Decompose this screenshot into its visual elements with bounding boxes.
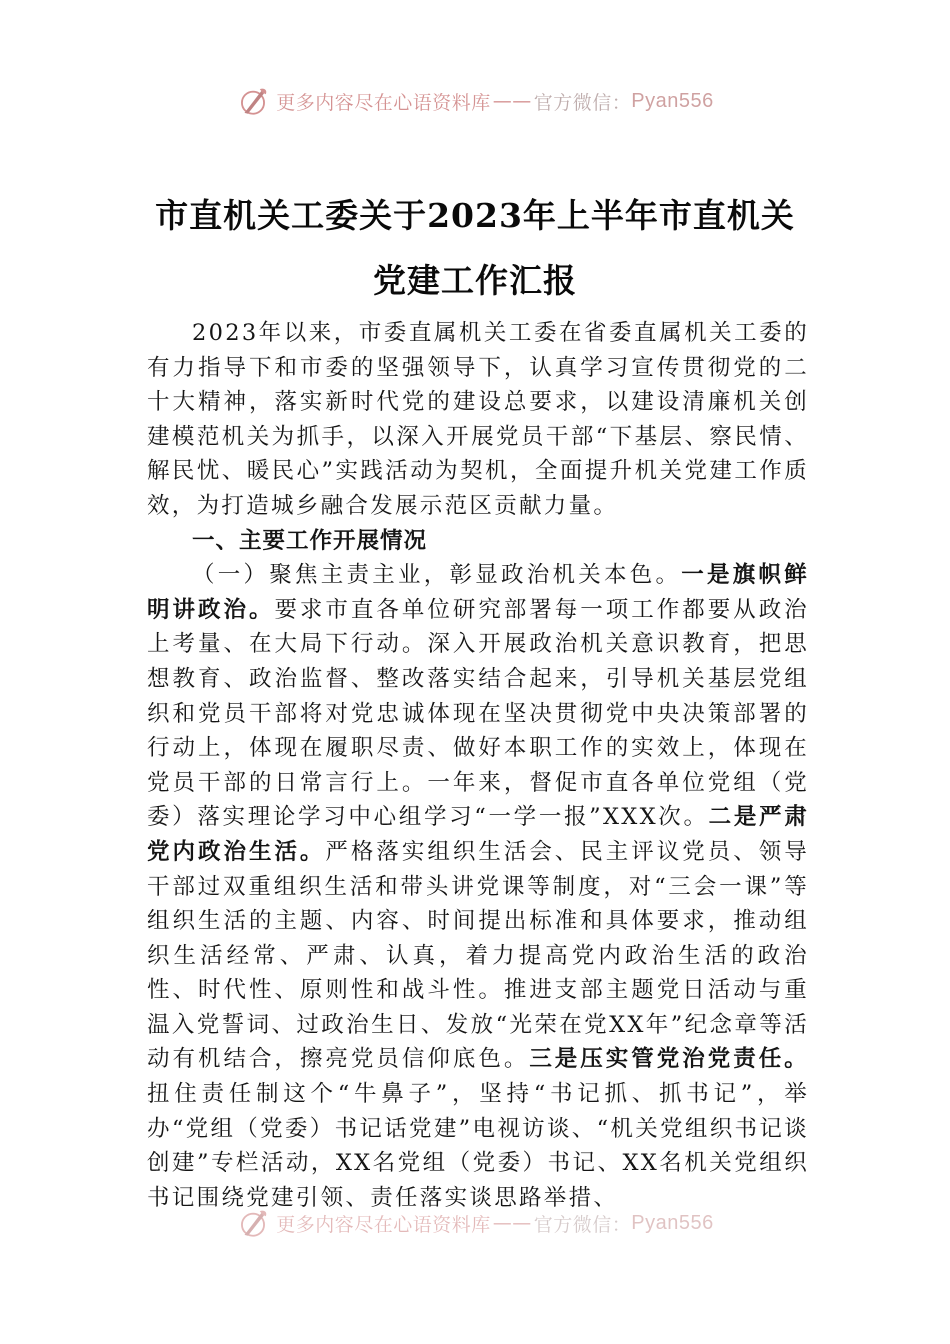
watermark-dash: —— [492,90,532,112]
watermark-footer [0,1206,950,1240]
document-body [147,316,809,1215]
watermark-wechat-id: Pyan556 [631,89,714,112]
watermark-label: 官方微信： [533,1213,632,1236]
point1-heading: 一是旗帜鲜明讲政治。 [147,562,809,623]
section-heading: 一、主要工作开展情况 [192,527,428,554]
point2-heading: 二是严肃党内政治生活。 [147,804,810,865]
document-title-line2: 党建工作汇报 [373,261,577,300]
watermark-dash: —— [492,1212,532,1234]
point2-text: 严格落实组织生活会、民主评议党员、领导干部过双重组织生活和带头讲党课等制度，对“三会一课”等组织生活的主题、内容、时间提出标准和具体要求，推动组织生活经常、严肃、认真，着力提高党内政治生活的政治性、时代性、原则性和战斗性。推进支部主题党日活动与重温入党誓词、过政治生日、发放“光荣在党XX年”纪念章等活动有机结合，擦亮党员信仰底色。 [147,838,809,1073]
intro-paragraph: 2023年以来，市委直属机关工委在省委直属机关工委的有力指导下和市委的坚强领导下，认真学习宣传贯彻党的二十大精神，落实新时代党的建设总要求，以建设清廉机关创建模范机关为抓手，以深入开展党员干部“下基层、察民情、解民忧、暖民心”实践活动为契机，全面提升机关党建工作质效，为打造城乡融合发展示范区贡献力量。 [147,320,809,519]
watermark-label: 官方微信： [533,91,632,114]
document-title-line1: 市直机关工委关于2023年上半年市直机关 [155,196,795,235]
watermark-site-text: 更多内容尽在心语资料库 [276,1213,491,1236]
watermark-site-text: 更多内容尽在心语资料库 [276,91,491,114]
watermark-wechat-id: Pyan556 [631,1211,714,1234]
point3-text: 扭住责任制这个“牛鼻子”，坚持“书记抓、抓书记”，举办“党组（党委）书记话党建”电视访谈、“机关党组织书记谈创建”专栏活动，XX名党组（党委）书记、XX名机关党组织书记围绕党建引领、责任落实谈思路举措、 [147,1081,809,1211]
subsection-lead: （一）聚焦主责主业，彰显政治机关本色。 [192,562,682,589]
quill-logo-icon [236,1206,270,1240]
point1-text: 要求市直各单位研究部署每一项工作都要从政治上考量、在大局下行动。深入开展政治机关意识教育，把思想教育、政治监督、整改落实结合起来，引导机关基层党组织和党员干部将对党忠诚体现在坚决贯彻党中央决策部署的行动上，体现在履职尽责、做好本职工作的实效上，体现在党员干部的日常言行上。一年来，督促市直各单位党组（党委）落实理论学习中心组学习“一学一报”XXX次。 [147,596,809,831]
subsection-paragraph [147,558,809,1215]
watermark-header [0,84,950,118]
quill-logo-icon [236,84,270,118]
point3-heading: 三是压实管党治党责任。 [529,1046,809,1073]
